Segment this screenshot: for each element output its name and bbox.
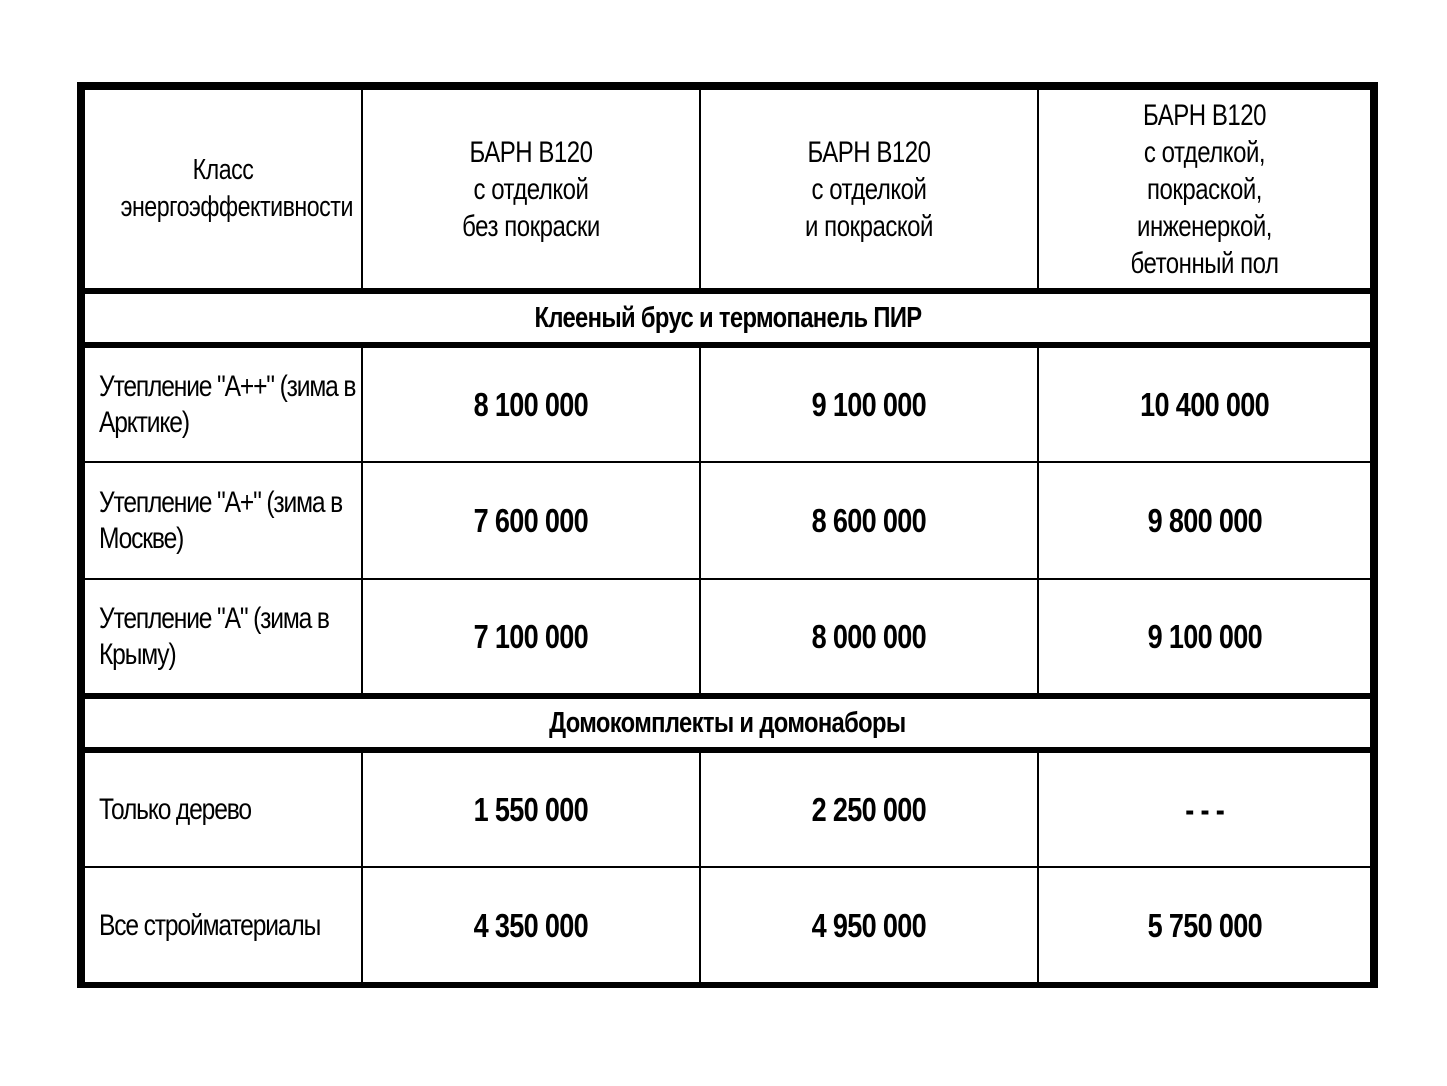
section-title-row bbox=[84, 291, 1371, 345]
header-column-1 bbox=[396, 89, 666, 291]
table-row bbox=[84, 579, 1371, 696]
price-cell bbox=[362, 462, 700, 579]
price-value: 9 800 000 bbox=[1147, 501, 1262, 539]
price-table bbox=[83, 88, 1372, 985]
price-value: 4 350 000 bbox=[473, 906, 589, 944]
price-cell bbox=[1038, 462, 1371, 579]
row-label: Утепление "А++" (зима в Арктике) bbox=[99, 369, 356, 439]
header-column-label: БАРН B120 с отделкой и покраской bbox=[805, 135, 933, 243]
section-title: Клееный брус и термопанель ПИР bbox=[533, 301, 922, 334]
table-row bbox=[84, 345, 1371, 462]
row-label-cell bbox=[84, 750, 362, 867]
price-cell bbox=[362, 345, 700, 462]
section-title: Домокомплекты и домонаборы bbox=[549, 706, 906, 739]
price-cell bbox=[700, 579, 1038, 696]
row-label-cell bbox=[84, 462, 362, 579]
section-title-cell bbox=[84, 291, 1371, 345]
price-value: 5 750 000 bbox=[1147, 906, 1262, 944]
price-value: 2 250 000 bbox=[811, 790, 927, 828]
price-cell bbox=[1038, 750, 1371, 867]
row-label: Утепление "А+" (зима в Москве) bbox=[99, 485, 343, 555]
price-value: 7 100 000 bbox=[473, 617, 589, 655]
header-column-label: БАРН B120 с отделкой, покраской, инженеркой, бетонный пол bbox=[1130, 98, 1279, 280]
price-value: 9 100 000 bbox=[1147, 617, 1262, 655]
header-column-label: БАРН B120 с отделкой без покраски bbox=[462, 135, 600, 243]
header-column-2 bbox=[734, 89, 1004, 291]
price-cell bbox=[1038, 579, 1371, 696]
price-cell bbox=[700, 867, 1038, 984]
row-label: Все стройматериалы bbox=[99, 908, 321, 942]
price-table-container bbox=[77, 82, 1378, 988]
section-title-row bbox=[84, 696, 1371, 750]
price-cell bbox=[362, 579, 700, 696]
price-value: 8 100 000 bbox=[473, 385, 589, 423]
table-row bbox=[84, 750, 1371, 867]
table-row bbox=[84, 867, 1371, 984]
price-value: 1 550 000 bbox=[473, 790, 589, 828]
price-cell bbox=[700, 462, 1038, 579]
price-value: 10 400 000 bbox=[1140, 385, 1269, 423]
table-row bbox=[84, 462, 1371, 579]
price-cell bbox=[1038, 345, 1371, 462]
price-cell bbox=[700, 750, 1038, 867]
header-column-3 bbox=[1071, 89, 1337, 291]
price-value: 9 100 000 bbox=[811, 385, 927, 423]
header-class-label: Класс энергоэффективности bbox=[120, 154, 353, 223]
price-cell bbox=[362, 750, 700, 867]
row-label-cell bbox=[84, 579, 362, 696]
price-cell bbox=[362, 867, 700, 984]
header-class-cell bbox=[112, 89, 353, 291]
price-value: 8 000 000 bbox=[811, 617, 927, 655]
price-value: 8 600 000 bbox=[811, 501, 927, 539]
price-cell bbox=[700, 345, 1038, 462]
row-label-cell bbox=[84, 345, 362, 462]
price-value: 4 950 000 bbox=[811, 906, 927, 944]
price-value: - - - bbox=[1185, 790, 1224, 828]
row-label-cell bbox=[84, 867, 362, 984]
header-row bbox=[84, 89, 1371, 291]
row-label: Утепление "А" (зима в Крыму) bbox=[99, 601, 329, 671]
row-label: Только дерево bbox=[99, 792, 251, 826]
section-title-cell bbox=[84, 696, 1371, 750]
price-value: 7 600 000 bbox=[473, 501, 589, 539]
price-cell bbox=[1038, 867, 1371, 984]
